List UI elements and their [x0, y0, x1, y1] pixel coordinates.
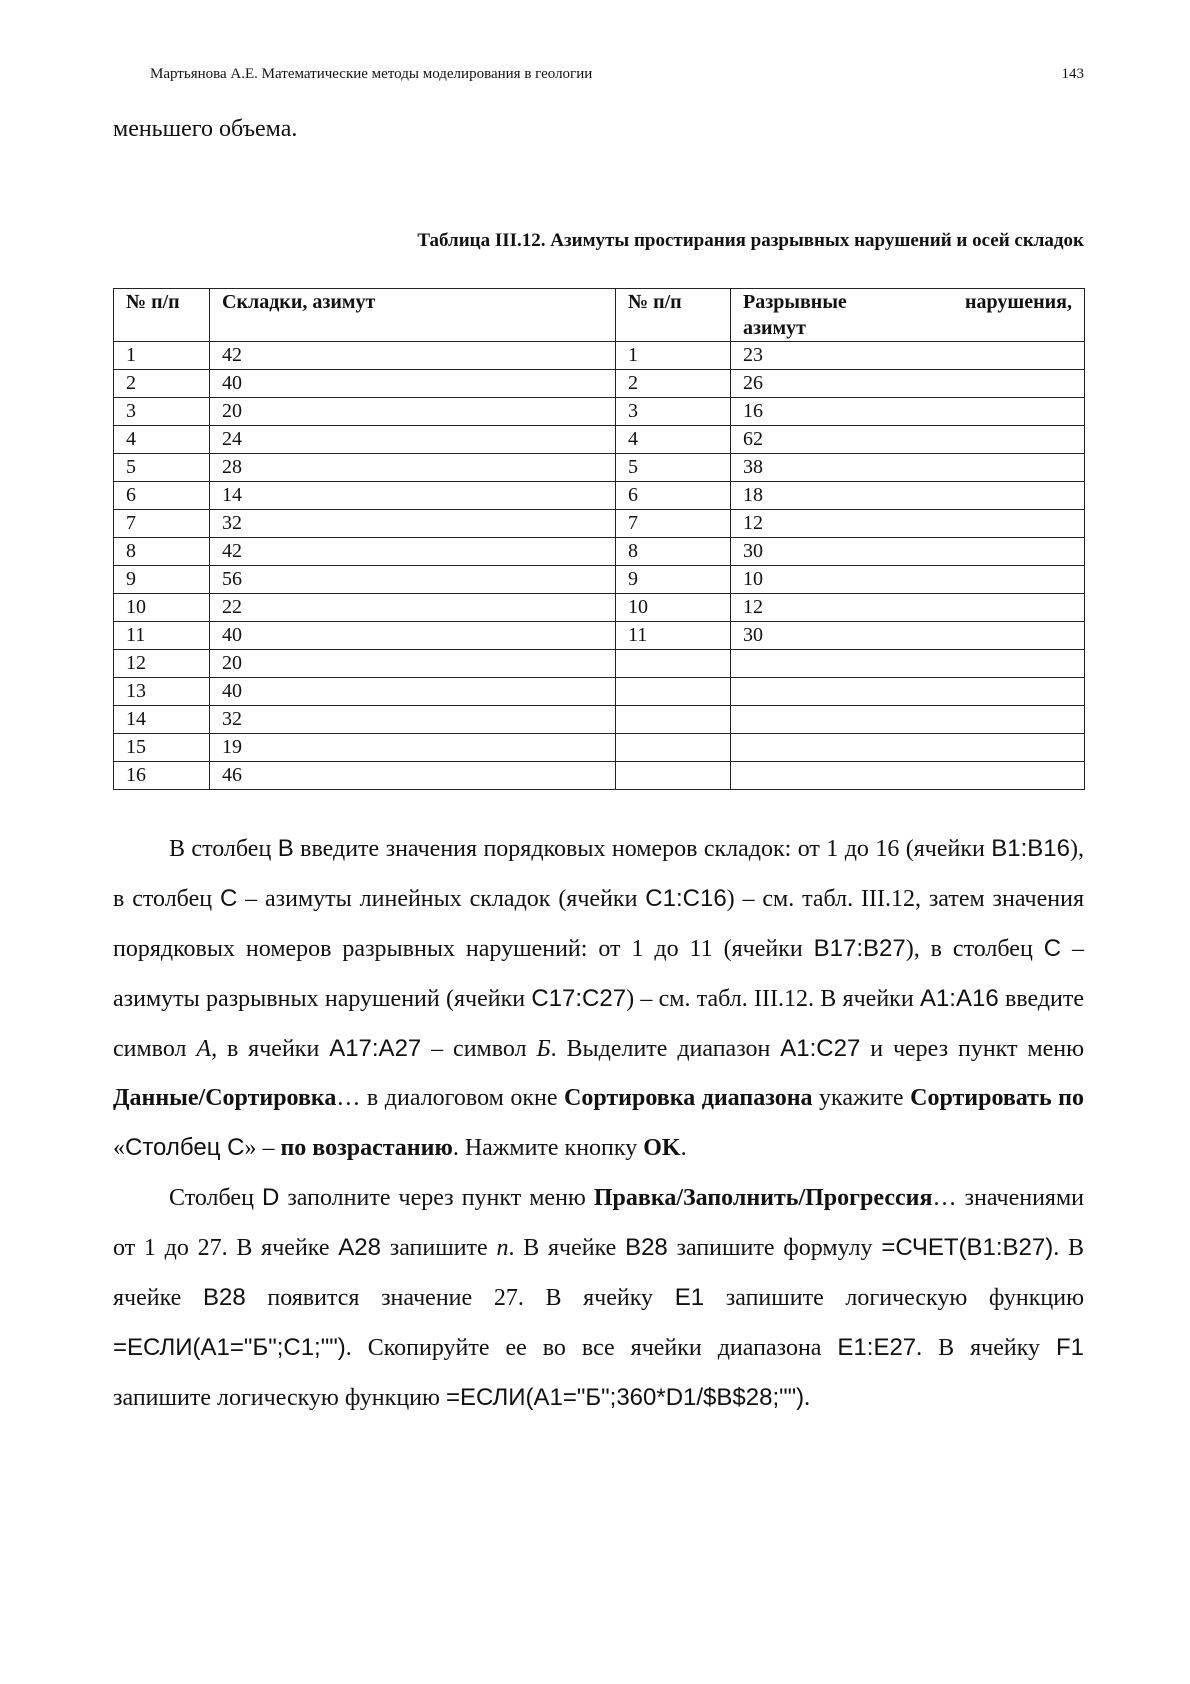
text-run: введите символ [113, 986, 1084, 1062]
text-run: появится значение 27. В ячейку [245, 1285, 675, 1311]
text-run: . Нажмите кнопку [452, 1135, 644, 1161]
fault-number-cell: 9 [616, 566, 731, 594]
text-run: запишите [380, 1235, 497, 1261]
cell-reference-text: A1:C27 [780, 1035, 861, 1062]
fault-number-cell: 1 [616, 342, 731, 370]
cell-reference-text: B17:B27 [813, 935, 906, 962]
page-number: 143 [1061, 66, 1084, 82]
table-row [114, 734, 1085, 762]
italic-symbol: n [496, 1235, 509, 1261]
fold-azimuth-cell: 40 [210, 370, 616, 398]
header-faults-azimuth [731, 289, 1085, 342]
text-run: запишите логическую функцию [704, 1285, 1084, 1311]
cell-reference-text: E1 [674, 1284, 705, 1311]
fold-number-cell: 4 [114, 426, 210, 454]
bold-term: по возрастанию [280, 1135, 453, 1161]
fold-azimuth-cell: 40 [210, 678, 616, 706]
fold-azimuth-cell: 46 [210, 762, 616, 790]
header-faults-word-3: азимут [743, 317, 807, 339]
text-run: » – [244, 1135, 281, 1161]
fault-azimuth-cell [731, 706, 1085, 734]
fault-azimuth-cell: 38 [731, 454, 1085, 482]
table-row [114, 566, 1085, 594]
fold-azimuth-cell: 32 [210, 510, 616, 538]
table-row [114, 594, 1085, 622]
text-run: запишите логическую функцию [113, 1385, 446, 1411]
table-row [114, 454, 1085, 482]
header-title: Мартьянова А.Е. Математические методы моделирования в геологии [150, 66, 593, 82]
fold-number-cell: 3 [114, 398, 210, 426]
fault-number-cell: 5 [616, 454, 731, 482]
table-row [114, 622, 1085, 650]
cell-reference-text: F1 [1055, 1334, 1084, 1361]
text-run: , в ячейки [211, 1036, 330, 1062]
table-body [114, 342, 1085, 790]
fold-azimuth-cell: 40 [210, 622, 616, 650]
table-row [114, 678, 1085, 706]
italic-symbol: Б [536, 1036, 551, 1062]
fault-azimuth-cell [731, 650, 1085, 678]
fault-azimuth-cell [731, 762, 1085, 790]
body-paragraph [113, 1173, 1084, 1423]
fold-azimuth-cell: 28 [210, 454, 616, 482]
fold-number-cell: 7 [114, 510, 210, 538]
table-row [114, 510, 1085, 538]
text-run: укажите [812, 1085, 911, 1111]
text-run: ) – см. табл. III.12, затем значения порядковых номеров разрывных нарушений: от 1 до 11 (ячейки [113, 886, 1084, 962]
fold-number-cell: 16 [114, 762, 210, 790]
table-row [114, 538, 1085, 566]
body-paragraph [113, 824, 1084, 1173]
text-run: . [680, 1135, 687, 1161]
cell-reference-text: =СЧЕТ(B1:B27) [881, 1234, 1054, 1261]
fold-number-cell: 12 [114, 650, 210, 678]
fold-azimuth-cell: 32 [210, 706, 616, 734]
table-row [114, 370, 1085, 398]
fold-number-cell: 8 [114, 538, 210, 566]
fold-number-cell: 9 [114, 566, 210, 594]
fold-azimuth-cell: 19 [210, 734, 616, 762]
fault-number-cell [616, 762, 731, 790]
text-run: заполните через пункт меню [279, 1185, 594, 1211]
text-run: . Скопируйте ее во все ячейки диапазона [345, 1335, 838, 1361]
cell-reference-text: A28 [338, 1234, 381, 1261]
cell-reference-text: =ЕСЛИ(A1="Б";360*D1/$B$28;"") [445, 1384, 805, 1411]
fold-number-cell: 2 [114, 370, 210, 398]
azimuth-table [113, 288, 1085, 790]
fault-number-cell: 8 [616, 538, 731, 566]
text-run: запишите формулу [667, 1235, 882, 1261]
text-run: ), в столбец [113, 836, 1084, 912]
fold-azimuth-cell: 42 [210, 538, 616, 566]
continued-text: меньшего объема. [113, 116, 298, 142]
fold-azimuth-cell: 24 [210, 426, 616, 454]
fault-azimuth-cell: 12 [731, 510, 1085, 538]
table-header-row [114, 289, 1085, 342]
table-caption: Таблица III.12. Азимуты простирания разрывных нарушений и осей складок [417, 230, 1084, 251]
fault-azimuth-cell: 16 [731, 398, 1085, 426]
fold-azimuth-cell: 14 [210, 482, 616, 510]
text-run: . Выделите диапазон [550, 1036, 781, 1062]
fault-number-cell: 2 [616, 370, 731, 398]
table-row [114, 426, 1085, 454]
fault-number-cell: 11 [616, 622, 731, 650]
fold-number-cell: 11 [114, 622, 210, 650]
cell-reference-text: B28 [202, 1284, 246, 1311]
fold-number-cell: 14 [114, 706, 210, 734]
cell-reference-text: C [219, 885, 238, 912]
table-row [114, 398, 1085, 426]
text-run: . [804, 1385, 811, 1411]
text-run: . В ячейку [916, 1335, 1056, 1361]
cell-reference-text: D [261, 1184, 280, 1211]
fold-number-cell: 6 [114, 482, 210, 510]
bold-term: OK [643, 1135, 681, 1161]
fold-number-cell: 10 [114, 594, 210, 622]
text-run: В столбец [169, 836, 278, 862]
fault-number-cell: 4 [616, 426, 731, 454]
header-folds-number: № п/п [114, 289, 210, 342]
fault-azimuth-cell [731, 678, 1085, 706]
body-text [113, 824, 1084, 1423]
cell-reference-text: C17:C27 [531, 985, 627, 1012]
text-run: . В ячейке [508, 1235, 626, 1261]
table-row [114, 706, 1085, 734]
text-run: введите значения порядковых номеров складок: от 1 до 16 (ячейки [293, 836, 992, 862]
fault-azimuth-cell: 26 [731, 370, 1085, 398]
cell-reference-text: B28 [625, 1234, 668, 1261]
header-faults-word-2: нарушения, [964, 291, 1072, 313]
cell-reference-text: B [277, 835, 294, 862]
header-faults-word-1: Разрывные [743, 291, 847, 313]
fold-number-cell: 1 [114, 342, 210, 370]
cell-reference-text: C1:C16 [645, 885, 727, 912]
cell-reference-text: C [1043, 935, 1062, 962]
text-run: – азимуты линейных складок (ячейки [237, 886, 646, 912]
fold-azimuth-cell: 42 [210, 342, 616, 370]
italic-symbol: А [196, 1036, 212, 1062]
fault-azimuth-cell: 10 [731, 566, 1085, 594]
text-run: и через пункт меню [860, 1036, 1085, 1062]
table-row [114, 342, 1085, 370]
text-run: – азимуты разрывных нарушений (ячейки [113, 936, 1085, 1012]
table-row [114, 762, 1085, 790]
cell-reference-text: B1:B16 [991, 835, 1070, 862]
fold-azimuth-cell: 22 [210, 594, 616, 622]
fault-number-cell [616, 678, 731, 706]
fault-number-cell [616, 706, 731, 734]
table-row [114, 650, 1085, 678]
fault-azimuth-cell: 30 [731, 538, 1085, 566]
header-faults-number: № п/п [616, 289, 731, 342]
fold-azimuth-cell: 56 [210, 566, 616, 594]
fault-number-cell: 10 [616, 594, 731, 622]
fold-number-cell: 5 [114, 454, 210, 482]
fault-number-cell: 3 [616, 398, 731, 426]
fault-azimuth-cell [731, 734, 1085, 762]
text-run: Столбец [169, 1185, 262, 1211]
text-run: … в диалоговом окне [336, 1085, 565, 1111]
fold-number-cell: 13 [114, 678, 210, 706]
fault-number-cell: 7 [616, 510, 731, 538]
cell-reference-text: =ЕСЛИ(A1="Б";C1;"") [113, 1334, 346, 1361]
header-folds-azimuth: Складки, азимут [210, 289, 616, 342]
fault-azimuth-cell: 18 [731, 482, 1085, 510]
running-header [150, 66, 1084, 83]
text-run: … значениями от 1 до 27. В ячейке [113, 1185, 1084, 1261]
fold-azimuth-cell: 20 [210, 398, 616, 426]
fault-number-cell: 6 [616, 482, 731, 510]
fault-number-cell [616, 650, 731, 678]
cell-reference-text: E1:E27 [837, 1334, 917, 1361]
bold-term: Сортировка диапазона [564, 1085, 813, 1111]
text-run: ), в столбец [905, 936, 1044, 962]
table-row [114, 482, 1085, 510]
fault-azimuth-cell: 12 [731, 594, 1085, 622]
text-run: « [113, 1135, 125, 1161]
bold-term: Правка/Заполнить/Прогрессия [593, 1185, 933, 1211]
text-run: ) – см. табл. III.12. В ячейки [626, 986, 920, 1012]
fault-azimuth-cell: 23 [731, 342, 1085, 370]
cell-reference-text: A1:A16 [919, 985, 999, 1012]
bold-term: Данные/Сортировка [113, 1085, 337, 1111]
fault-azimuth-cell: 30 [731, 622, 1085, 650]
fold-number-cell: 15 [114, 734, 210, 762]
bold-term: Сортировать по [910, 1085, 1085, 1111]
text-run: . В ячейке [113, 1235, 1085, 1311]
fault-number-cell [616, 734, 731, 762]
cell-reference-text: Столбец С [125, 1134, 245, 1161]
fold-azimuth-cell: 20 [210, 650, 616, 678]
cell-reference-text: A17:A27 [329, 1035, 422, 1062]
fault-azimuth-cell: 62 [731, 426, 1085, 454]
text-run: – символ [421, 1036, 537, 1062]
